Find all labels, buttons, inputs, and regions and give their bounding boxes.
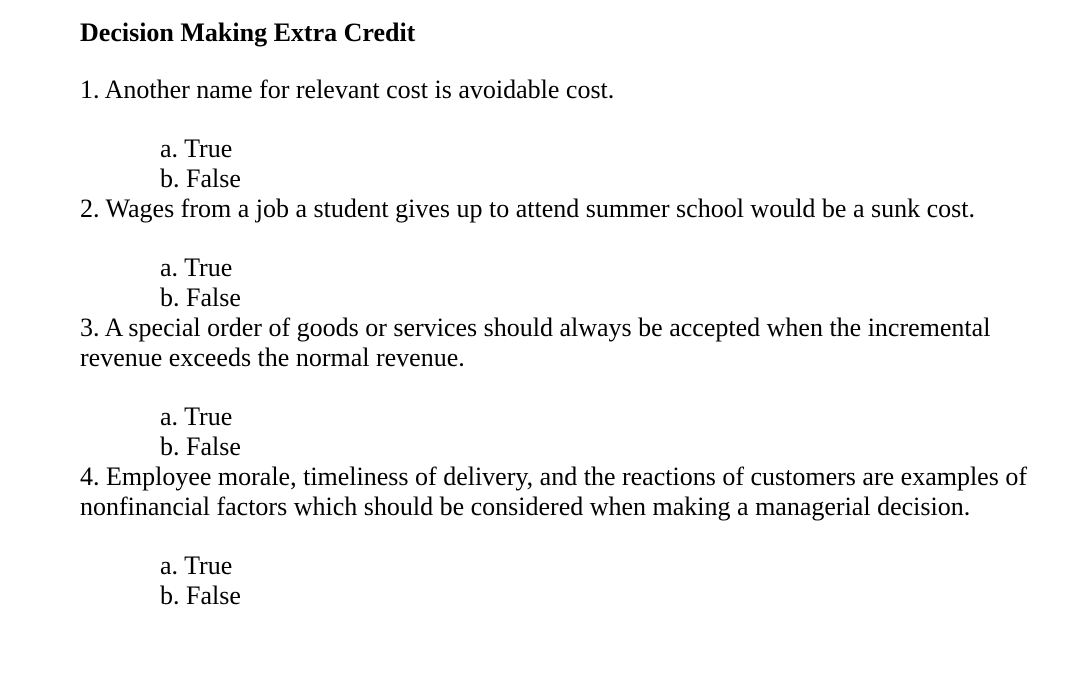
question-1	[80, 75, 1040, 194]
question-text: 4. Employee morale, timeliness of delivery, and the reactions of customers are examples of nonfinancial factors which should be considered when making a managerial decision.	[80, 462, 1027, 521]
question-3	[80, 313, 1040, 462]
question-4	[80, 462, 1040, 611]
option-true[interactable]: a. True	[160, 402, 233, 431]
question-text: 3. A special order of goods or services should always be accepted when the incremental revenue exceeds the normal revenue.	[80, 313, 991, 372]
option-false[interactable]: b. False	[160, 432, 241, 461]
option-true[interactable]: a. True	[160, 134, 233, 163]
answer-options	[80, 253, 1040, 313]
document-title: Decision Making Extra Credit	[80, 18, 416, 47]
question-text: 2. Wages from a job a student gives up to attend summer school would be a sunk cost.	[80, 194, 975, 223]
option-true[interactable]: a. True	[160, 551, 233, 580]
option-false[interactable]: b. False	[160, 581, 241, 610]
answer-options	[80, 134, 1040, 194]
question-2	[80, 194, 1040, 313]
document-page	[80, 17, 1040, 611]
option-false[interactable]: b. False	[160, 164, 241, 193]
answer-options	[80, 402, 1040, 462]
answer-options	[80, 551, 1040, 611]
clipped-text-line	[80, 672, 960, 680]
option-true[interactable]: a. True	[160, 253, 233, 282]
option-false[interactable]: b. False	[160, 283, 241, 312]
question-text: 1. Another name for relevant cost is avoidable cost.	[80, 75, 615, 104]
